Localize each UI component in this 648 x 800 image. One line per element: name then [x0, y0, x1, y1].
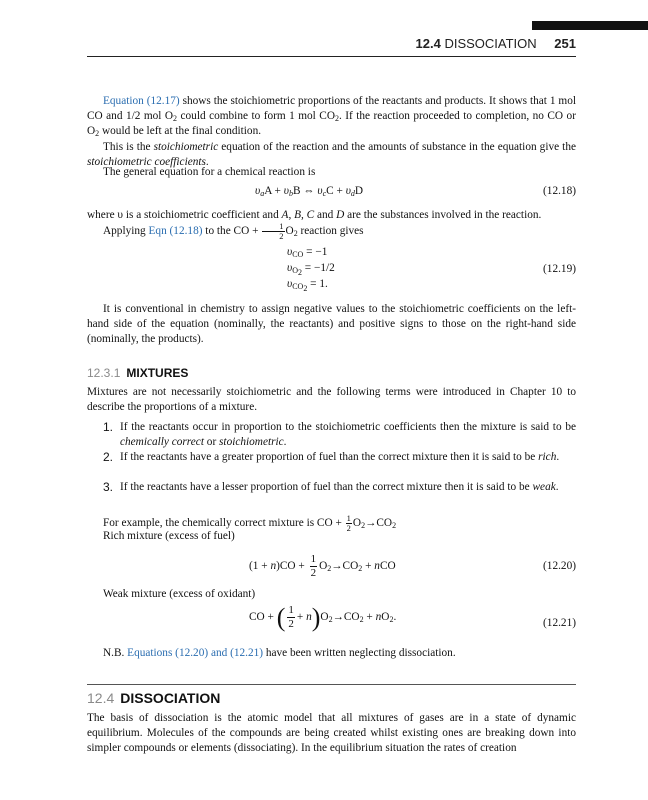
equations-link[interactable]: Equations (12.20) and (12.21) [127, 647, 264, 659]
equation-12-20 [87, 551, 576, 581]
equation-12-18 [87, 184, 576, 200]
list-item: 3. If the reactants have a lesser proportion of fuel than the correct mixture then it is said to be weak. [103, 480, 559, 494]
header-decor-bar [532, 21, 648, 30]
equation-link[interactable]: Equation (12.17) [103, 95, 180, 107]
paragraph-3: The general equation for a chemical reaction is [103, 166, 316, 178]
running-head [416, 36, 576, 51]
equation-12-21-number: (12.21) [543, 617, 576, 629]
equation-12-18-number: (12.18) [543, 185, 576, 197]
running-head-section: 12.4 [415, 36, 441, 51]
paragraph-4: where υ is a stoichiometric coefficient and A, B, C and D are the substances involved in the reaction. [87, 209, 542, 221]
rich-mixture-label: Rich mixture (excess of fuel) [103, 530, 235, 542]
paragraph-6: It is conventional in chemistry to assign negative values to the stoichiometric coefficients on the left-hand side of the equation (nominally, the reactants) and positive signs to those on the right-hand side (nominally, the products). [87, 303, 576, 346]
paragraph-2: This is the stoichiometric equation of the reaction and the amounts of substance in the equation give the stoichiometric coefficients. [87, 141, 576, 169]
running-head-title: DISSOCIATION [444, 36, 537, 51]
eqn-12-18-link[interactable]: Eqn (12.18) [148, 225, 203, 238]
section-heading-12-3-1: 12.3.1 MIXTURES [87, 366, 189, 380]
equation-12-20-number: (12.20) [543, 560, 576, 572]
equation-12-19-body: $\upsilon_{CO} = -1$ $\upsilon_{O_2} = -1/2$ $\upsilon_{CO_2} = 1$. [287, 246, 335, 293]
list-item: 1. If the reactants occur in proportion to the stoichiometric coefficients then the mixture is said to be chemically correct or stoichiometric. [103, 420, 576, 448]
nb-note: N.B. Equations (12.20) and (12.21) have been written neglecting dissociation. [103, 647, 456, 659]
weak-mixture-label: Weak mixture (excess of oxidant) [103, 588, 256, 600]
paragraph-7: Mixtures are not necessarily stoichiometric and the following terms were introduced in Chapter 10 to describe the proportions of a mixture. [87, 386, 576, 414]
page-number: 251 [554, 36, 576, 51]
equation-12-20-body: (1 + n)CO + $\frac{1}{2} O_2\to CO_2$ + nCO [249, 553, 396, 579]
equation-12-18-body: $\upsilon_aA + \upsilon_bB$ ⇔ $\upsilon_cC + \upsilon_dD$ [255, 185, 364, 198]
section-heading-12-4: 12.4 DISSOCIATION [87, 690, 221, 706]
equation-12-19-number: (12.19) [543, 263, 576, 275]
equation-12-21 [87, 604, 576, 640]
header-rule [87, 56, 576, 57]
section-rule [87, 684, 576, 685]
paragraph-1: Equation (12.17) shows the stoichiometric proportions of the reactants and products. It shows that 1 mol CO and 1/2 mol $O_2$ could combine to form 1 mol $CO_2$. If the reaction proceeded to completion, no CO or $O_2$ would be left at the final condition. [87, 95, 576, 139]
paragraph-8: For example, the chemically correct mixture is CO + $\frac{1}{2}$ $O_2\to CO_2$ [103, 513, 397, 533]
list-item: 2. If the reactants have a greater proportion of fuel than the correct mixture then it is said to be rich. [103, 450, 560, 464]
paragraph-5: Applying Eqn (12.18) to the CO + $\frac{1}{2}$ $O_2$ reaction gives [103, 221, 364, 241]
equation-12-19 [87, 244, 576, 294]
paragraph-9: The basis of dissociation is the atomic model that all mixtures of gases are in a state of dynamic equilibrium. Molecules of the compounds are being created whilst existing ones are breaking down into simpler compounds or elements (dissociating). In the equilibrium situation the rates of creation [87, 712, 576, 755]
equation-12-21-body: CO + ( $\frac{1}{2} + n)O_2\to CO_2 + nO_2$. [249, 603, 397, 632]
